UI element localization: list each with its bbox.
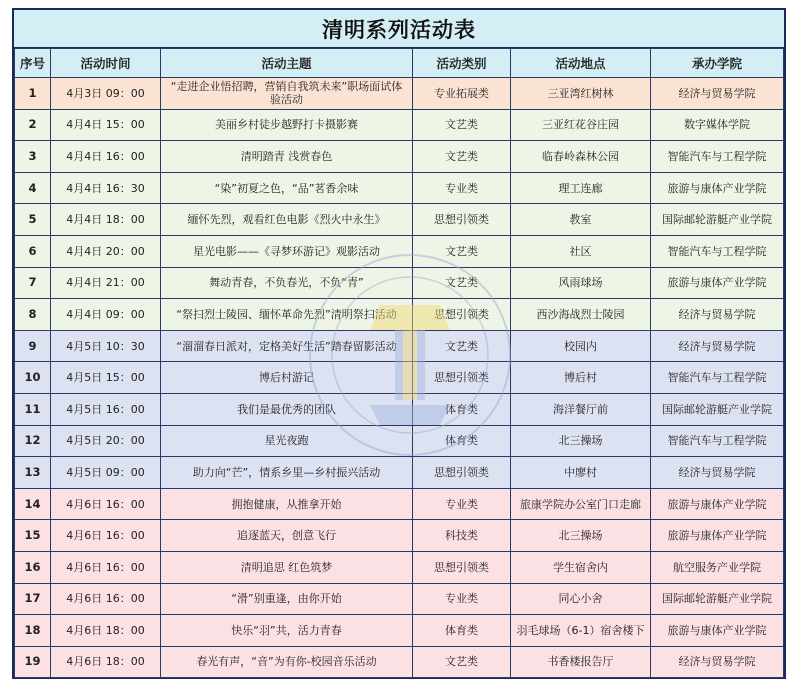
activity-place: 西沙海战烈士陵园 xyxy=(511,299,651,331)
col-header-type: 活动类别 xyxy=(413,49,511,78)
activity-place: 海洋餐厅前 xyxy=(511,393,651,425)
table-row xyxy=(15,299,784,331)
activity-time: 4月5日 10：30 xyxy=(51,330,161,362)
activity-place: 旅康学院办公室门口走廊 xyxy=(511,488,651,520)
activity-place: 北三操场 xyxy=(511,520,651,552)
activity-time: 4月5日 20：00 xyxy=(51,425,161,457)
activity-time: 4月5日 16：00 xyxy=(51,393,161,425)
table-row xyxy=(15,393,784,425)
activity-type: 文艺类 xyxy=(413,330,511,362)
row-number: 6 xyxy=(15,235,51,267)
table-row xyxy=(15,172,784,204)
host-college: 国际邮轮游艇产业学院 xyxy=(651,393,784,425)
row-number: 12 xyxy=(15,425,51,457)
activity-theme: “染”初夏之色，“品”茗香余味 xyxy=(161,172,413,204)
host-college: 旅游与康体产业学院 xyxy=(651,172,784,204)
header-row xyxy=(15,49,784,78)
activity-type: 文艺类 xyxy=(413,109,511,141)
table-row xyxy=(15,330,784,362)
activity-theme: 拥抱健康，从推拿开始 xyxy=(161,488,413,520)
table-row xyxy=(15,583,784,615)
table-row xyxy=(15,457,784,489)
table-row xyxy=(15,615,784,647)
activity-place: 羽毛球场（6-1）宿舍楼下 xyxy=(511,615,651,647)
col-header-time: 活动时间 xyxy=(51,49,161,78)
activity-time: 4月4日 20：00 xyxy=(51,235,161,267)
host-college: 旅游与康体产业学院 xyxy=(651,267,784,299)
activity-type: 专业类 xyxy=(413,172,511,204)
table-body xyxy=(15,78,784,678)
activity-place: 书香楼报告厅 xyxy=(511,646,651,678)
col-header-college: 承办学院 xyxy=(651,49,784,78)
col-header-place: 活动地点 xyxy=(511,49,651,78)
activity-place: 社区 xyxy=(511,235,651,267)
activity-theme: 博后村游记 xyxy=(161,362,413,394)
activity-place: 临春岭森林公园 xyxy=(511,141,651,173)
row-number: 15 xyxy=(15,520,51,552)
activity-time: 4月6日 16：00 xyxy=(51,520,161,552)
host-college: 经济与贸易学院 xyxy=(651,78,784,110)
host-college: 智能汽车与工程学院 xyxy=(651,425,784,457)
row-number: 10 xyxy=(15,362,51,394)
activity-table xyxy=(14,48,784,678)
activity-theme: 清明踏青 浅赏春色 xyxy=(161,141,413,173)
activity-type: 专业类 xyxy=(413,488,511,520)
table-row xyxy=(15,109,784,141)
host-college: 经济与贸易学院 xyxy=(651,457,784,489)
activity-type: 文艺类 xyxy=(413,141,511,173)
row-number: 19 xyxy=(15,646,51,678)
host-college: 旅游与康体产业学院 xyxy=(651,520,784,552)
activity-theme: 缅怀先烈，观看红色电影《烈火中永生》 xyxy=(161,204,413,236)
activity-type: 体育类 xyxy=(413,425,511,457)
host-college: 旅游与康体产业学院 xyxy=(651,615,784,647)
table-row xyxy=(15,235,784,267)
host-college: 智能汽车与工程学院 xyxy=(651,141,784,173)
host-college: 经济与贸易学院 xyxy=(651,646,784,678)
activity-time: 4月4日 15：00 xyxy=(51,109,161,141)
activity-theme: 我们是最优秀的团队 xyxy=(161,393,413,425)
table-row xyxy=(15,204,784,236)
table-row xyxy=(15,425,784,457)
activity-type: 文艺类 xyxy=(413,646,511,678)
activity-theme: 美丽乡村徒步越野打卡摄影赛 xyxy=(161,109,413,141)
activity-theme: 助力向“芒”，情系乡里—乡村振兴活动 xyxy=(161,457,413,489)
activity-theme: 星光夜跑 xyxy=(161,425,413,457)
activity-table-frame xyxy=(12,8,786,679)
activity-theme: “溜溜春日派对，定格美好生活”踏春留影活动 xyxy=(161,330,413,362)
activity-type: 体育类 xyxy=(413,615,511,647)
row-number: 17 xyxy=(15,583,51,615)
activity-time: 4月3日 09：00 xyxy=(51,78,161,110)
row-number: 4 xyxy=(15,172,51,204)
activity-place: 同心小舍 xyxy=(511,583,651,615)
row-number: 8 xyxy=(15,299,51,331)
row-number: 1 xyxy=(15,78,51,110)
row-number: 3 xyxy=(15,141,51,173)
activity-type: 思想引领类 xyxy=(413,204,511,236)
host-college: 航空服务产业学院 xyxy=(651,551,784,583)
host-college: 智能汽车与工程学院 xyxy=(651,362,784,394)
activity-type: 科技类 xyxy=(413,520,511,552)
activity-place: 三亚红花谷庄园 xyxy=(511,109,651,141)
activity-time: 4月5日 09：00 xyxy=(51,457,161,489)
activity-theme: 星光电影——《寻梦环游记》观影活动 xyxy=(161,235,413,267)
table-title: 清明系列活动表 xyxy=(14,10,784,48)
activity-place: 三亚湾红树林 xyxy=(511,78,651,110)
activity-theme: 春光有声，“音”为有你-校园音乐活动 xyxy=(161,646,413,678)
activity-theme: “祭扫烈士陵园、缅怀革命先烈”清明祭扫活动 xyxy=(161,299,413,331)
row-number: 18 xyxy=(15,615,51,647)
activity-theme: “走进企业悟招聘，营销自我筑未来”职场面试体验活动 xyxy=(161,78,413,110)
table-row xyxy=(15,78,784,110)
activity-type: 文艺类 xyxy=(413,235,511,267)
activity-theme: 清明追思 红色筑梦 xyxy=(161,551,413,583)
row-number: 16 xyxy=(15,551,51,583)
table-row xyxy=(15,646,784,678)
activity-place: 风雨球场 xyxy=(511,267,651,299)
row-number: 5 xyxy=(15,204,51,236)
activity-type: 思想引领类 xyxy=(413,551,511,583)
activity-place: 中廖村 xyxy=(511,457,651,489)
row-number: 13 xyxy=(15,457,51,489)
activity-type: 专业类 xyxy=(413,583,511,615)
host-college: 经济与贸易学院 xyxy=(651,330,784,362)
host-college: 智能汽车与工程学院 xyxy=(651,235,784,267)
activity-place: 校园内 xyxy=(511,330,651,362)
activity-time: 4月6日 18：00 xyxy=(51,615,161,647)
row-number: 7 xyxy=(15,267,51,299)
activity-time: 4月4日 16：30 xyxy=(51,172,161,204)
row-number: 9 xyxy=(15,330,51,362)
activity-place: 博后村 xyxy=(511,362,651,394)
host-college: 旅游与康体产业学院 xyxy=(651,488,784,520)
activity-time: 4月6日 18：00 xyxy=(51,646,161,678)
row-number: 14 xyxy=(15,488,51,520)
row-number: 2 xyxy=(15,109,51,141)
table-row xyxy=(15,267,784,299)
table-row xyxy=(15,551,784,583)
table-row xyxy=(15,488,784,520)
activity-time: 4月4日 18：00 xyxy=(51,204,161,236)
host-college: 国际邮轮游艇产业学院 xyxy=(651,204,784,236)
activity-place: 北三操场 xyxy=(511,425,651,457)
activity-place: 教室 xyxy=(511,204,651,236)
activity-type: 文艺类 xyxy=(413,267,511,299)
host-college: 经济与贸易学院 xyxy=(651,299,784,331)
host-college: 国际邮轮游艇产业学院 xyxy=(651,583,784,615)
activity-time: 4月6日 16：00 xyxy=(51,551,161,583)
host-college: 数字媒体学院 xyxy=(651,109,784,141)
row-number: 11 xyxy=(15,393,51,425)
activity-type: 体育类 xyxy=(413,393,511,425)
table-row xyxy=(15,362,784,394)
activity-theme: 快乐“羽”共，活力青春 xyxy=(161,615,413,647)
table-row xyxy=(15,520,784,552)
activity-theme: “滑”别重逢，由你开始 xyxy=(161,583,413,615)
activity-type: 思想引领类 xyxy=(413,457,511,489)
table-row xyxy=(15,141,784,173)
activity-time: 4月4日 16：00 xyxy=(51,141,161,173)
col-header-theme: 活动主题 xyxy=(161,49,413,78)
activity-time: 4月5日 15：00 xyxy=(51,362,161,394)
activity-time: 4月6日 16：00 xyxy=(51,583,161,615)
col-header-number: 序号 xyxy=(15,49,51,78)
activity-type: 专业拓展类 xyxy=(413,78,511,110)
activity-theme: 舞动青春，不负春光，不负“青” xyxy=(161,267,413,299)
activity-time: 4月4日 09：00 xyxy=(51,299,161,331)
activity-time: 4月6日 16：00 xyxy=(51,488,161,520)
activity-type: 思想引领类 xyxy=(413,299,511,331)
activity-place: 学生宿舍内 xyxy=(511,551,651,583)
activity-type: 思想引领类 xyxy=(413,362,511,394)
activity-time: 4月4日 21：00 xyxy=(51,267,161,299)
activity-theme: 追逐蓝天，创意飞行 xyxy=(161,520,413,552)
activity-place: 理工连廊 xyxy=(511,172,651,204)
